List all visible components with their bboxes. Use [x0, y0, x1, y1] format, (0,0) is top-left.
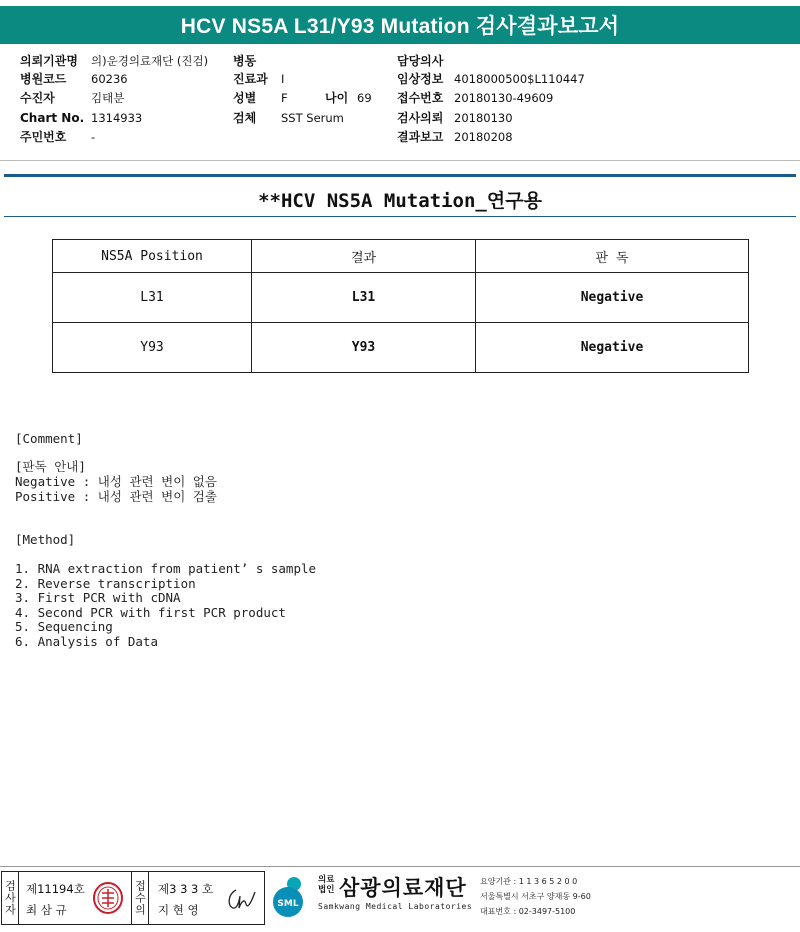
receiver-license: 제3 3 3 호: [158, 882, 214, 896]
hospital-code-label: 병원코드: [20, 72, 67, 86]
method-step: 6. Analysis of Data: [15, 633, 158, 649]
receiver-name: 지 현 영: [158, 903, 199, 917]
receiver-header: [132, 872, 148, 924]
method-step: 5. Sequencing: [15, 619, 113, 634]
method-step: 1. RNA extraction from patient’ s sample: [15, 561, 317, 576]
age-value: 69: [357, 91, 372, 105]
guide-negative: Negative : 내성 관련 변이 없음: [15, 474, 217, 489]
brand-english: Samkwang Medical Laboratories: [318, 902, 473, 911]
guide-positive: Positive : 내성 관련 변이 검출: [15, 489, 217, 504]
result-cell: L31: [252, 273, 476, 323]
report-date-label: 결과보고: [397, 130, 444, 144]
hospital-code-value: 60236: [91, 72, 128, 86]
clinical-label: 임상정보: [397, 72, 444, 86]
age-label: 나이: [325, 91, 349, 105]
guide-label: [판독 안내]: [15, 459, 86, 474]
tester-license: 제11194호: [26, 882, 85, 896]
result-cell: Y93: [252, 323, 476, 373]
dept-label: 진료과: [233, 72, 268, 86]
tester-label: 검사자: [3, 880, 17, 916]
patient-info: [0, 48, 800, 160]
contact-address: 서울특별시 서초구 양재동 9-60: [480, 892, 591, 901]
results-table: [52, 239, 749, 373]
section-title: **HCV NS5A Mutation_연구용: [258, 190, 542, 212]
report-date-value: 20180208: [454, 130, 513, 144]
comment-label: [Comment]: [15, 431, 83, 446]
doctor-label: 담당의사: [397, 54, 444, 68]
resident-label: 주민번호: [20, 130, 67, 144]
seal-stamp-icon: [92, 881, 124, 915]
report-footer: [0, 866, 800, 932]
signature-icon: [224, 884, 258, 914]
section-rule-top: [4, 174, 796, 177]
position-cell: L31: [53, 273, 252, 323]
contact-phone: 대표번호 : 02-3497-5100: [480, 907, 576, 916]
resident-value: -: [91, 130, 96, 144]
ward-label: 병동: [233, 54, 257, 68]
report-title: HCV NS5A L31/Y93 Mutation 검사결과보고서: [0, 6, 800, 44]
receipt-label: 접수번호: [397, 91, 444, 105]
method-step: 2. Reverse transcription: [15, 575, 196, 591]
sml-logo-icon: [268, 872, 312, 918]
table-row: [53, 273, 749, 323]
brand-name: 삼광의료재단: [339, 876, 467, 900]
institution-value: 의)운경의료재단 (진검): [91, 54, 209, 68]
table-row: [53, 323, 749, 373]
specimen-value: SST Serum: [281, 111, 344, 125]
request-label: 검사의뢰: [397, 111, 444, 125]
patient-label: 수진자: [20, 91, 55, 105]
logo-text: SML: [277, 899, 299, 909]
signature-box: [1, 871, 265, 925]
sex-value: F: [281, 91, 288, 105]
dept-value: I: [281, 72, 285, 86]
method-label: [Method]: [15, 532, 76, 547]
section-rule-bottom: [4, 216, 796, 217]
clinical-value: 4018000500$L110447: [454, 72, 585, 86]
table-header: 결과: [252, 240, 476, 273]
table-header-row: [53, 240, 749, 273]
chart-label: Chart No.: [20, 111, 85, 125]
request-value: 20180130: [454, 111, 513, 125]
interpretation-cell: Negative: [476, 323, 749, 373]
contact-code: 요양기관 : 1 1 3 6 5 2 0 0: [480, 877, 578, 886]
brand-prefix: 의료 법인: [318, 875, 335, 895]
table-header: 판 독: [476, 240, 749, 273]
divider: [0, 160, 800, 161]
position-cell: Y93: [53, 323, 252, 373]
receiver-label: 접수의: [133, 880, 147, 916]
chart-value: 1314933: [91, 111, 143, 125]
patient-value: 김태분: [91, 91, 125, 105]
receipt-value: 20180130-49609: [454, 91, 554, 105]
table-header: NS5A Position: [53, 240, 252, 273]
institution-label: 의뢰기관명: [20, 54, 78, 68]
tester-name: 최 삼 규: [26, 903, 67, 917]
interpretation-cell: Negative: [476, 273, 749, 323]
method-step: 4. Second PCR with first PCR product: [15, 604, 286, 620]
tester-header: [2, 872, 18, 924]
specimen-label: 검체: [233, 111, 257, 125]
sex-label: 성별: [233, 91, 257, 105]
method-step: 3. First PCR with cDNA: [15, 590, 181, 605]
